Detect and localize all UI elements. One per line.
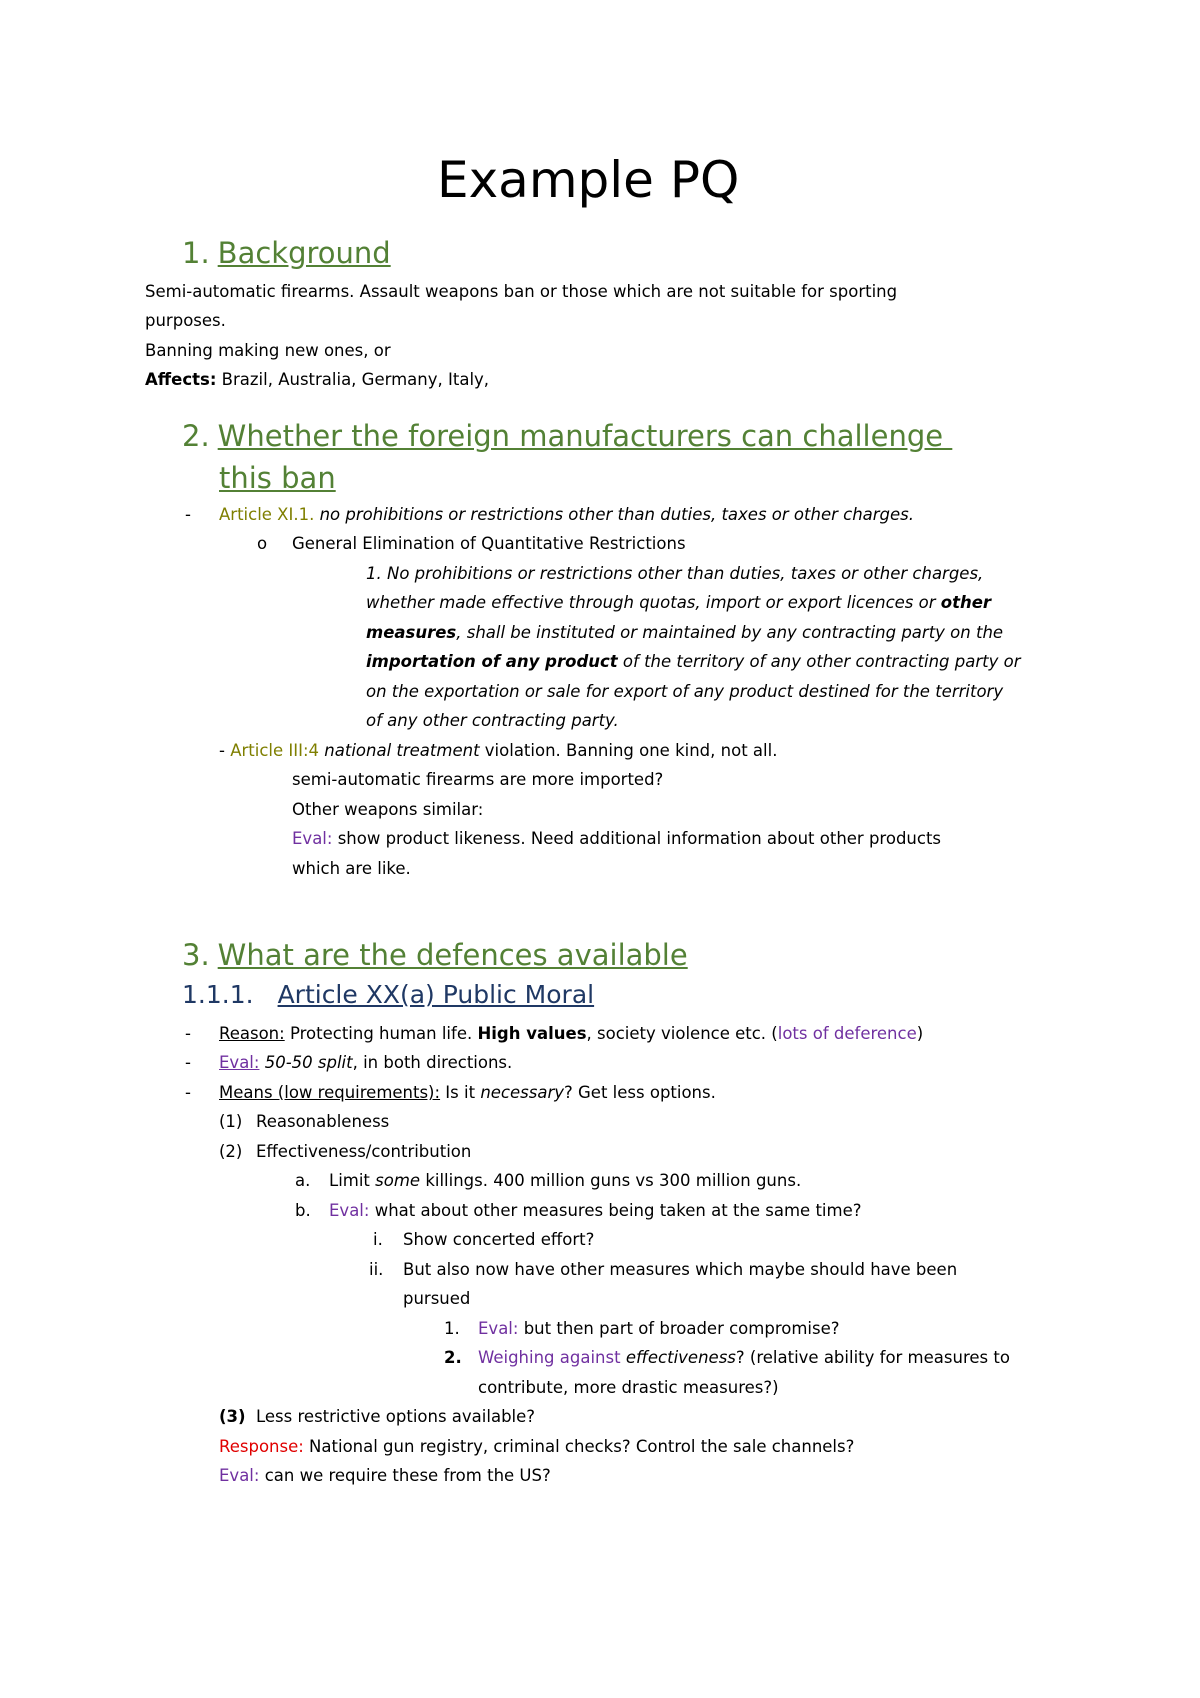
eval-label: Eval: (292, 829, 333, 848)
list-roman: ii. (369, 1260, 384, 1279)
background-line-3: Banning making new ones, or (145, 341, 391, 360)
eval-last-line (219, 1464, 551, 1488)
reason-text: ) (916, 1024, 924, 1043)
quote-text: whether made effective through quotas, import or export licences or (366, 593, 941, 612)
dash-marker: - (185, 1053, 191, 1072)
less-restrictive: Less restrictive options available? (256, 1407, 536, 1426)
reason-label: Reason: (219, 1024, 285, 1043)
page-title: Example PQ (437, 151, 740, 209)
item-ii-cont: pursued (403, 1289, 471, 1308)
section-2-heading-line-2 (219, 459, 336, 497)
article-xi-text: no prohibitions or restrictions other than duties, taxes or other charges. (314, 505, 915, 524)
means-italic: necessary (480, 1083, 565, 1102)
bullet-marker: o (257, 534, 268, 553)
dash-marker: - (219, 741, 231, 760)
eval-italic: 50-50 split (259, 1053, 353, 1072)
quote-bold: measures (366, 623, 457, 642)
section-title: Background (217, 236, 391, 270)
means-label: Means (low requirements): (219, 1083, 441, 1102)
dash-marker: - (185, 505, 191, 524)
reason-bold: High values (477, 1024, 587, 1043)
subsection-heading (182, 978, 594, 1012)
eval-label: Eval: (219, 1466, 260, 1485)
background-line-1: Semi-automatic firearms. Assault weapons ban or those which are not suitable for sporting (145, 282, 898, 301)
semi-automatic-line: semi-automatic firearms are more imported? (292, 770, 664, 789)
quote-line-2 (366, 591, 991, 615)
eval-label: Eval: (478, 1319, 519, 1338)
quote-line-6: of any other contracting party. (366, 711, 619, 730)
quote-bold: other (940, 593, 992, 612)
eval-line-2: which are like. (292, 859, 411, 878)
eval-text: can we require these from the US? (259, 1466, 551, 1485)
article-xi-line (219, 503, 914, 527)
section-number: 3. (182, 938, 210, 972)
response-text: National gun registry, criminal checks? Control the sale channels? (303, 1437, 855, 1456)
section-1-heading (182, 234, 391, 272)
item-italic: effectiveness (625, 1348, 736, 1367)
list-letter: a. (295, 1171, 311, 1190)
item-text: but then part of broader compromise? (518, 1319, 840, 1338)
response-label: Response: (219, 1437, 304, 1456)
section-number: 1. (182, 236, 210, 270)
item-text: what about other measures being taken at the same time? (369, 1201, 862, 1220)
eval-split-line (219, 1051, 512, 1075)
list-number: (2) (219, 1142, 243, 1161)
general-elimination: General Elimination of Quantitative Restrictions (292, 534, 686, 553)
list-number: (1) (219, 1112, 243, 1131)
list-number: (3) (219, 1407, 246, 1426)
item-i: Show concerted effort? (403, 1230, 595, 1249)
means-line (219, 1081, 716, 1105)
list-number: 2. (444, 1348, 462, 1367)
section-title: What are the defences available (217, 938, 688, 972)
item-italic: some (375, 1171, 421, 1190)
subsection-title: Article XX(a) Public Moral (277, 980, 595, 1009)
item-text: ? (relative ability for measures to (735, 1348, 1010, 1367)
subsection-number: 1.1.1. (182, 980, 254, 1009)
article-xi-ref: Article XI.1. (219, 505, 315, 524)
reason-text: , society violence etc. ( (586, 1024, 778, 1043)
article-iii-ref: Article III:4 (230, 741, 320, 760)
item-1 (478, 1317, 840, 1341)
eval-line (292, 827, 941, 851)
item-a (329, 1169, 801, 1193)
item-2-cont: contribute, more drastic measures?) (478, 1378, 779, 1397)
eval-text: show product likeness. Need additional information about other products (332, 829, 942, 848)
means-text: Is it (440, 1083, 481, 1102)
list-number: 1. (444, 1319, 460, 1338)
eval-text: , in both directions. (352, 1053, 513, 1072)
deference-note: lots of deference (777, 1024, 917, 1043)
weighing-label: Weighing against (478, 1348, 626, 1367)
affects-line (145, 368, 489, 392)
reason-text: Protecting human life. (284, 1024, 478, 1043)
article-iii-text: violation. Banning one kind, not all. (479, 741, 778, 760)
item-text: Limit (329, 1171, 376, 1190)
quote-bold: importation of any product (366, 652, 618, 671)
section-number: 2. (182, 419, 210, 453)
section-title: Whether the foreign manufacturers can challenge (217, 419, 953, 453)
eval-label: Eval: (219, 1053, 260, 1072)
reason-line (219, 1022, 923, 1046)
dash-marker: - (185, 1083, 191, 1102)
means-text: ? Get less options. (564, 1083, 716, 1102)
list-roman: i. (373, 1230, 383, 1249)
reasonableness: Reasonableness (256, 1112, 390, 1131)
national-treatment: national treatment (319, 741, 480, 760)
effectiveness: Effectiveness/contribution (256, 1142, 472, 1161)
quote-text: , shall be instituted or maintained by any contracting party on the (456, 623, 1004, 642)
item-2 (478, 1346, 1010, 1370)
section-2-heading (182, 417, 952, 455)
quote-line-4 (366, 650, 1020, 674)
item-b (329, 1199, 861, 1223)
item-text: killings. 400 million guns vs 300 million guns. (420, 1171, 802, 1190)
dash-marker: - (185, 1024, 191, 1043)
quote-line-1: 1. No prohibitions or restrictions other than duties, taxes or other charges, (366, 564, 984, 583)
list-letter: b. (295, 1201, 311, 1220)
response-line (219, 1435, 854, 1459)
other-weapons-line: Other weapons similar: (292, 800, 484, 819)
affects-label: Affects: (145, 370, 217, 389)
section-3-heading (182, 936, 688, 974)
background-line-2: purposes. (145, 311, 226, 330)
affects-text: Brazil, Australia, Germany, Italy, (216, 370, 490, 389)
article-iii-line (219, 739, 777, 763)
item-ii: But also now have other measures which maybe should have been (403, 1260, 958, 1279)
eval-label: Eval: (329, 1201, 370, 1220)
quote-line-5: on the exportation or sale for export of any product destined for the territory (366, 682, 1004, 701)
quote-text: of the territory of any other contracting party or (617, 652, 1021, 671)
section-title-cont: this ban (219, 461, 336, 495)
quote-line-3 (366, 621, 1003, 645)
